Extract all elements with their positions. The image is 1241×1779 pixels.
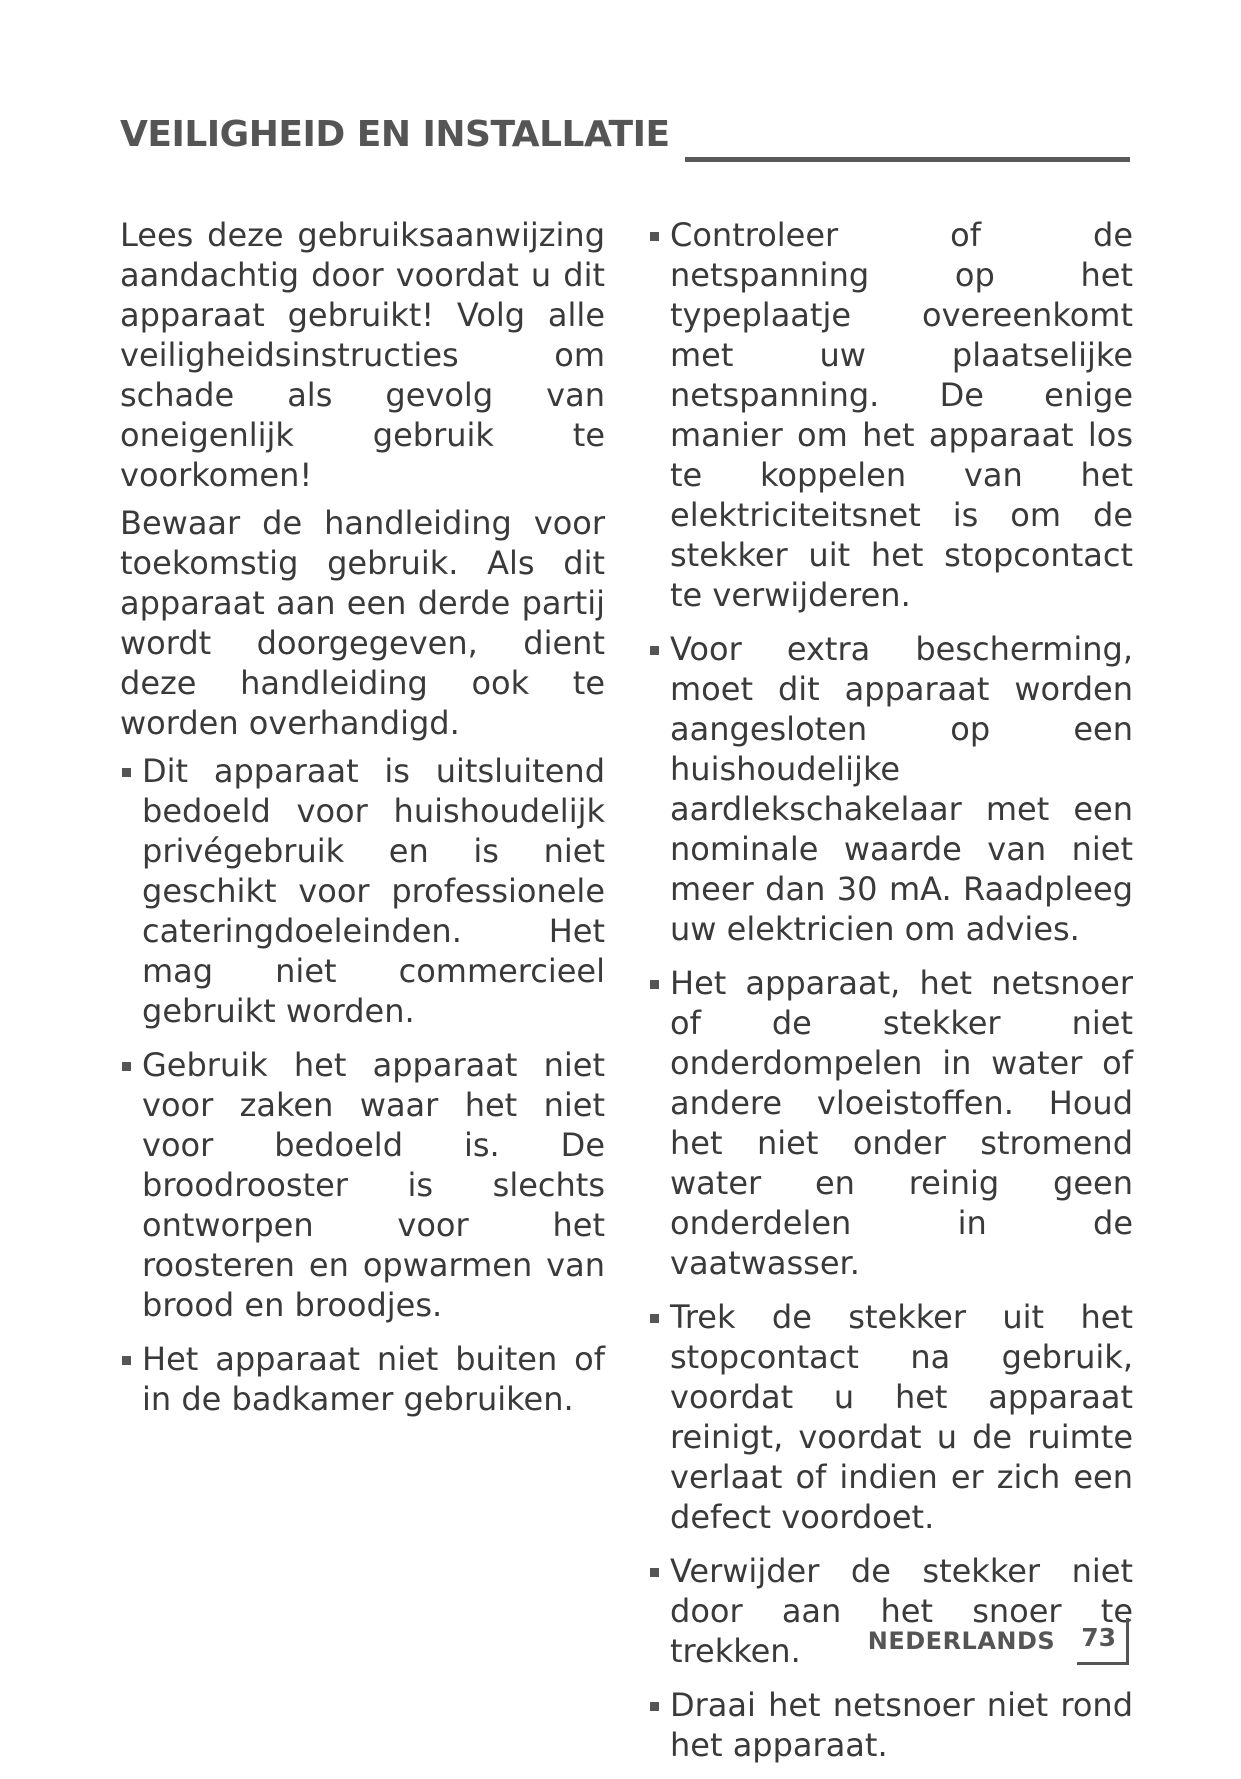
list-item: [120, 1045, 605, 1325]
list-item: [648, 1685, 1133, 1765]
square-bullet-icon: [650, 1702, 659, 1711]
intro-paragraph: Bewaar de handleiding voor toekomstig gebruik. Als dit apparaat aan een derde partij wordt doorgegeven, dient deze handleiding ook te worden overhandigd.: [120, 504, 605, 742]
page-number: 73: [1077, 1618, 1129, 1665]
list-item-text: Het apparaat niet buiten of in de badkamer gebruiken.: [142, 1340, 605, 1418]
left-column: [120, 215, 605, 1433]
list-item-text: Draai het netsnoer niet rond het apparaat.: [670, 1686, 1133, 1764]
header-rule: [685, 157, 1130, 162]
intro-paragraph: Lees deze gebruiksaanwijzing aandachtig door voordat u dit apparaat gebruikt! Volg alle veiligheidsinstructies om schade als gevolg van oneigenlijk gebruik te voorkomen!: [120, 216, 605, 494]
right-column: [648, 215, 1133, 1779]
list-item-text: Gebruik het apparaat niet voor zaken waar het niet voor bedoeld is. De broodrooster is slechts ontworpen voor het roosteren en opwarmen van brood en broodjes.: [142, 1046, 605, 1324]
list-item: [648, 1297, 1133, 1537]
page-footer: [868, 1617, 1129, 1665]
list-item-text: Verwijder de stekker niet door aan het snoer te trekken.: [670, 1552, 1133, 1670]
list-item: [120, 751, 605, 1031]
list-item: [120, 1339, 605, 1419]
list-item-text: Trek de stekker uit het stopcontact na gebruik, voordat u het apparaat reinigt, voordat u de ruimte verlaat of indien er zich een defect voordoet.: [670, 1298, 1133, 1536]
list-item: [648, 629, 1133, 949]
list-item-text: Voor extra bescherming, moet dit apparaat worden aangesloten op een huishoudelijke aardlekschakelaar met een nominale waarde van niet meer dan 30 mA. Raadpleeg uw elektricien om advies.: [670, 630, 1133, 948]
square-bullet-icon: [650, 232, 659, 241]
square-bullet-icon: [122, 768, 131, 777]
page-header: [120, 114, 1130, 164]
square-bullet-icon: [122, 1356, 131, 1365]
list-item: [648, 215, 1133, 615]
square-bullet-icon: [650, 646, 659, 655]
list-item: [648, 963, 1133, 1283]
square-bullet-icon: [650, 980, 659, 989]
square-bullet-icon: [650, 1568, 659, 1577]
square-bullet-icon: [122, 1062, 131, 1071]
square-bullet-icon: [650, 1314, 659, 1323]
page-title: VEILIGHEID EN INSTALLATIE: [120, 114, 670, 155]
list-item-text: Het apparaat, het netsnoer of de stekker niet onderdompelen in water of andere vloeistoffen. Houd het niet onder stromend water en reinig geen onderdelen in de vaatwasser.: [670, 964, 1133, 1282]
footer-language: NEDERLANDS: [867, 1627, 1056, 1655]
list-item-text: Controleer of de netspanning op het typeplaatje overeenkomt met uw plaatselijke netspanning. De enige manier om het apparaat los te koppelen van het elektriciteitsnet is om de stekker uit het stopcontact te verwijderen.: [670, 216, 1133, 614]
list-item-text: Dit apparaat is uitsluitend bedoeld voor huishoudelijk privégebruik en is niet geschikt voor professionele cateringdoeleinden. Het mag niet commercieel gebruikt worden.: [142, 752, 605, 1030]
